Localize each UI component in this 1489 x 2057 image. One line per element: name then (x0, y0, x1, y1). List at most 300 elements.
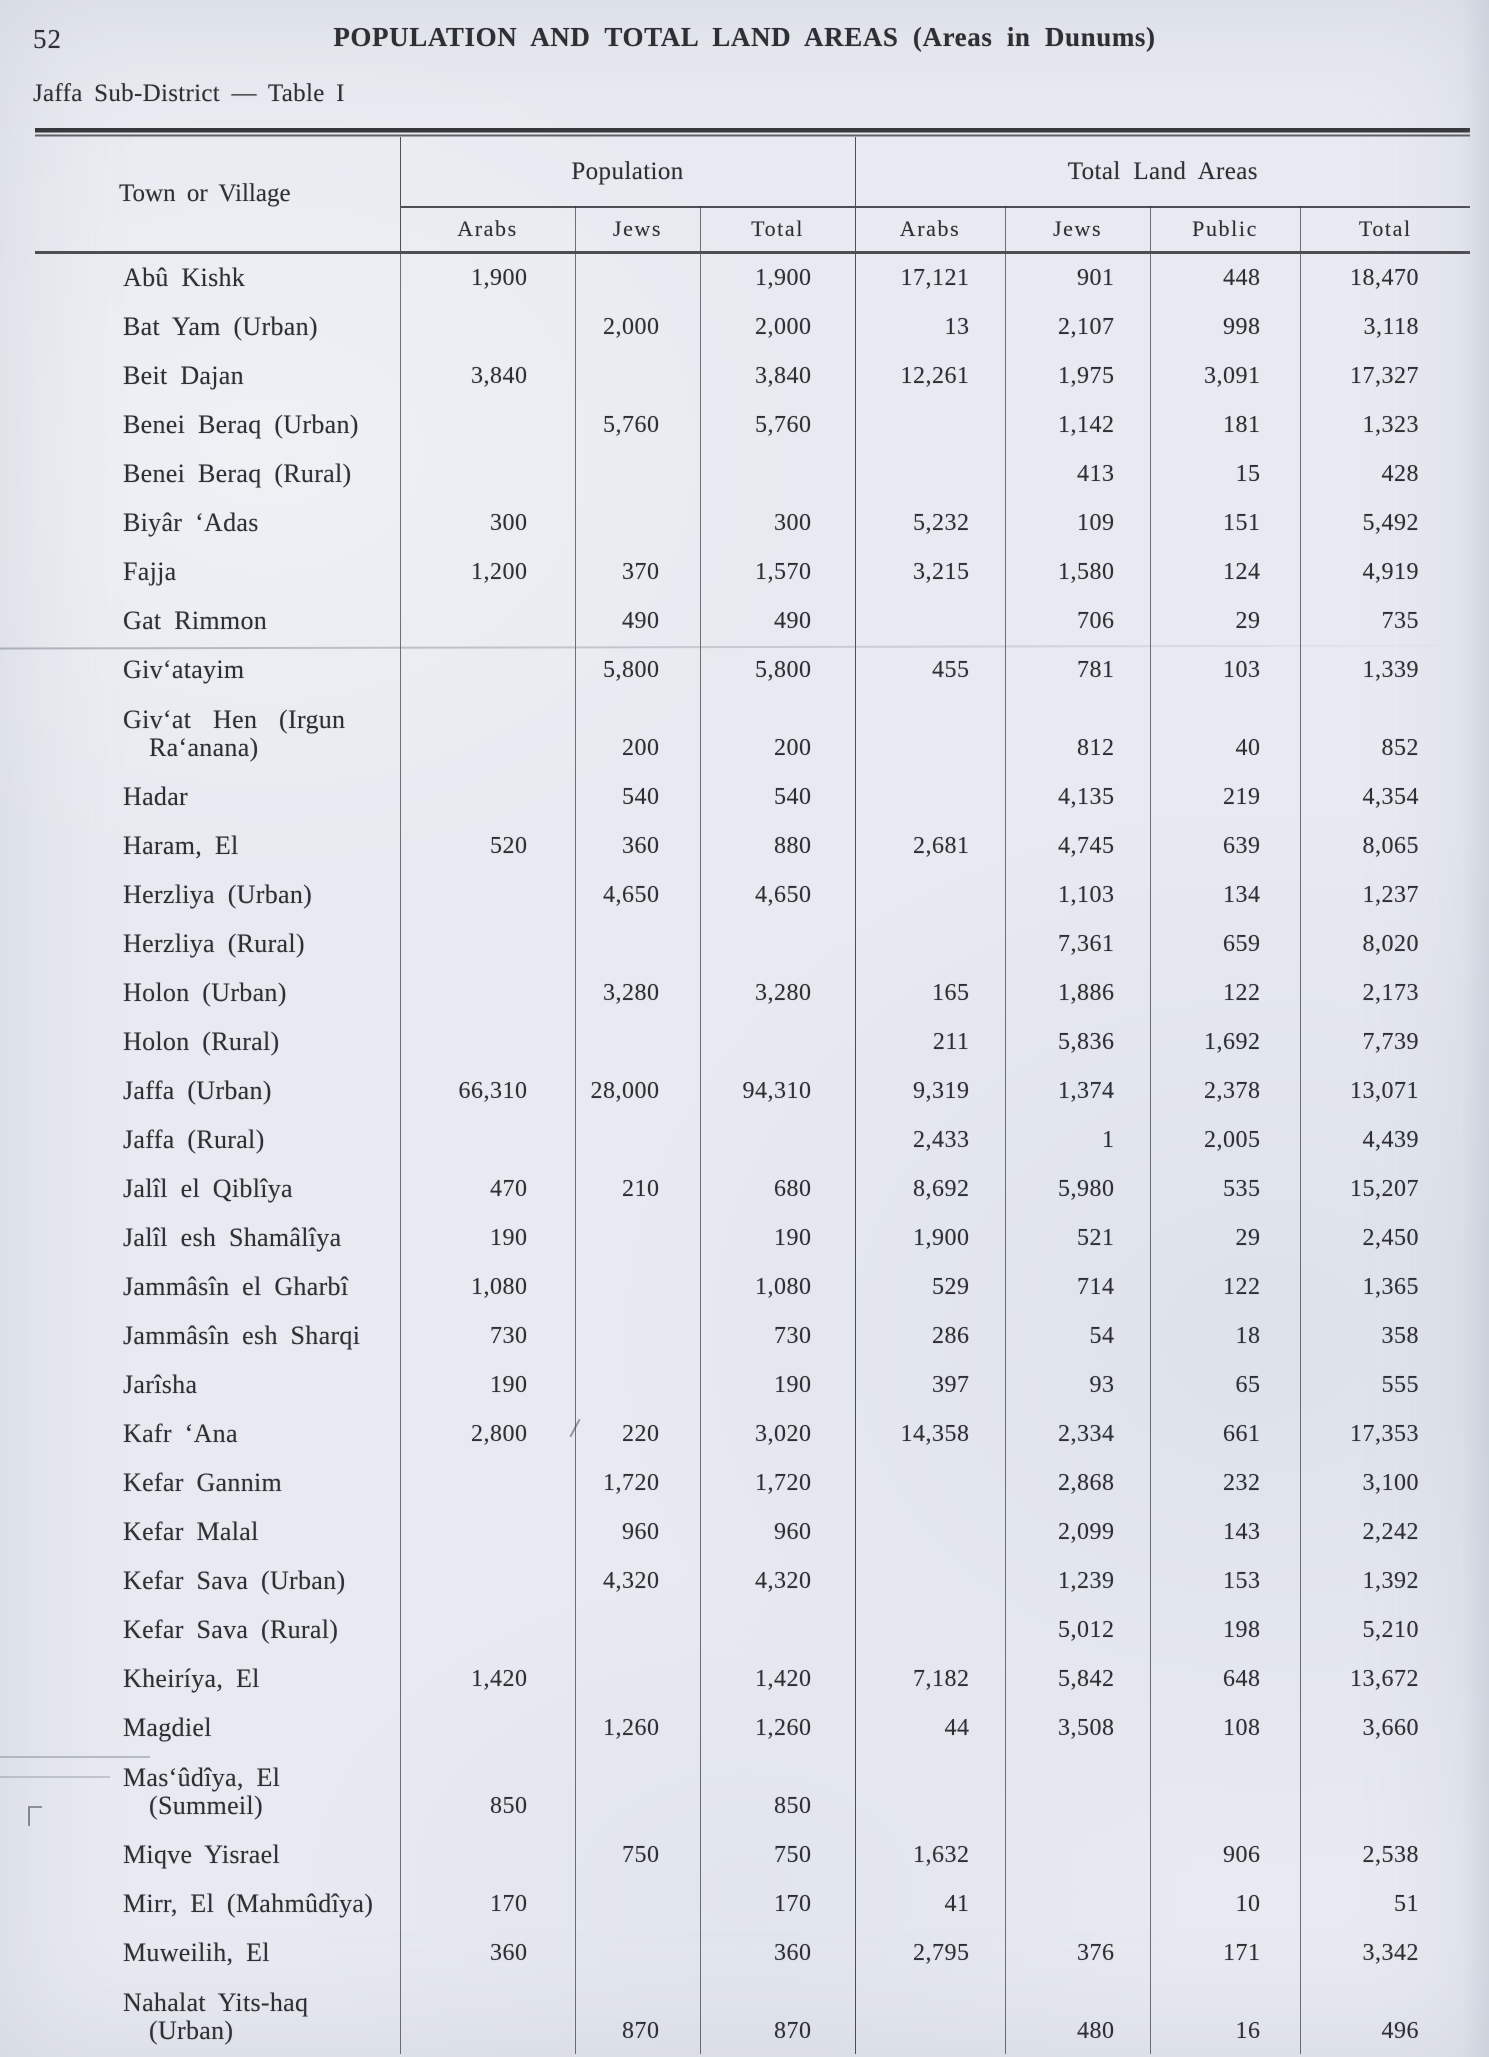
population-total-value: 5,760 (700, 399, 855, 448)
land-arabs-value: 14,358 (855, 1408, 1005, 1457)
land-total-value: 3,100 (1362, 1470, 1420, 1496)
population-arabs-value: 1,080 (400, 1261, 575, 1310)
land-arabs-value: 286 (855, 1310, 1005, 1359)
population-arabs-value (400, 1555, 575, 1604)
population-arabs-value (400, 1457, 575, 1506)
population-arabs-value (400, 1829, 575, 1878)
statistics-table (35, 137, 1470, 2054)
town-name: Muweilih, El (35, 1927, 400, 1976)
table-row (35, 350, 1470, 399)
land-public-value: 448 (1150, 252, 1300, 301)
table-row (35, 252, 1470, 301)
land-public-value: 10 (1150, 1878, 1300, 1927)
population-jews-value (575, 350, 700, 399)
land-total-value: 13,071 (1350, 1078, 1420, 1104)
land-jews-value: 1,239 (1005, 1555, 1150, 1604)
table-row (35, 1506, 1470, 1555)
town-name: Herzliya (Urban) (35, 869, 400, 918)
population-total-value: 2,000 (700, 301, 855, 350)
population-arabs-value (400, 1016, 575, 1065)
town-name: Abû Kishk (35, 252, 400, 301)
population-jews-value: 1,260 (575, 1702, 700, 1751)
land-jews-value: 5,842 (1005, 1653, 1150, 1702)
land-jews-value: 1,142 (1005, 399, 1150, 448)
land-arabs-value (855, 1555, 1005, 1604)
town-name: Jammâsîn esh Sharqi (35, 1310, 400, 1359)
land-total-value: 17,327 (1350, 363, 1420, 389)
land-arabs-value: 17,121 (855, 252, 1005, 301)
land-jews-value: 1 (1005, 1114, 1150, 1163)
land-public-value (1150, 1751, 1300, 1829)
land-arabs-value: 41 (855, 1878, 1005, 1927)
population-arabs-value: 190 (400, 1359, 575, 1408)
land-jews-value: 1,103 (1005, 869, 1150, 918)
land-public-value: 18 (1150, 1310, 1300, 1359)
population-total-value: 960 (700, 1506, 855, 1555)
population-jews-value: 750 (575, 1829, 700, 1878)
town-name: Bat Yam (Urban) (35, 301, 400, 350)
land-total-value: 8,065 (1362, 833, 1420, 859)
land-total-value: 3,118 (1363, 314, 1420, 340)
land-arabs-value (855, 869, 1005, 918)
population-jews-value (575, 1927, 700, 1976)
land-total-value: 51 (1394, 1891, 1420, 1917)
population-arabs-value: 520 (400, 820, 575, 869)
population-jews-value (575, 918, 700, 967)
population-arabs-value: 1,900 (400, 252, 575, 301)
table-row (35, 1976, 1470, 2054)
population-jews-value (575, 252, 700, 301)
population-total-value: 750 (700, 1829, 855, 1878)
table-row (35, 1878, 1470, 1927)
town-name: Jaffa (Rural) (35, 1114, 400, 1163)
population-jews-value (575, 1359, 700, 1408)
land-arabs-value: 2,795 (855, 1927, 1005, 1976)
population-arabs-value (400, 399, 575, 448)
population-total-value: 1,900 (700, 252, 855, 301)
population-jews-value: 960 (575, 1506, 700, 1555)
land-jews-value: 2,868 (1005, 1457, 1150, 1506)
land-arabs-value: 9,319 (855, 1065, 1005, 1114)
population-arabs-value (400, 644, 575, 693)
land-public-value: 2,005 (1150, 1114, 1300, 1163)
land-public-value: 535 (1150, 1163, 1300, 1212)
population-arabs-value (400, 918, 575, 967)
town-name: Kafr ‘Ana (35, 1408, 400, 1457)
population-arabs-value (400, 301, 575, 350)
town-name: Kefar Sava (Urban) (35, 1555, 400, 1604)
land-public-value: 108 (1150, 1702, 1300, 1751)
population-jews-value (575, 1261, 700, 1310)
land-jews-value: 54 (1005, 1310, 1150, 1359)
land-jews-value: 1,580 (1005, 546, 1150, 595)
land-jews-value: 1,975 (1005, 350, 1150, 399)
population-jews-value: 490 (575, 595, 700, 644)
page-title: POPULATION AND TOTAL LAND AREAS (Areas in Dunums) (333, 22, 1156, 52)
land-total-value: 4,354 (1362, 784, 1420, 810)
land-total-value: 358 (1381, 1323, 1420, 1349)
column-header-population-jews: Jews (575, 207, 700, 252)
population-arabs-value (400, 1604, 575, 1653)
population-total-value: 3,840 (700, 350, 855, 399)
town-name: Kefar Malal (35, 1506, 400, 1555)
land-arabs-value: 2,433 (855, 1114, 1005, 1163)
page-number: 52 (33, 24, 62, 54)
population-total-value (700, 918, 855, 967)
land-total-value: 1,339 (1362, 657, 1420, 683)
town-name: Jalîl esh Shamâlîya (35, 1212, 400, 1261)
table-row (35, 967, 1470, 1016)
town-name: Gat Rimmon (35, 595, 400, 644)
population-arabs-value (400, 1976, 575, 2054)
land-public-value: 181 (1150, 399, 1300, 448)
land-public-value: 122 (1150, 967, 1300, 1016)
population-jews-value (575, 1604, 700, 1653)
table-row (35, 546, 1470, 595)
land-arabs-value: 3,215 (855, 546, 1005, 595)
population-jews-value: 5,760 (575, 399, 700, 448)
table-row (35, 1310, 1470, 1359)
table-row (35, 693, 1470, 771)
land-total-value: 3,660 (1362, 1715, 1420, 1741)
land-jews-value (1005, 1829, 1150, 1878)
land-public-value: 1,692 (1150, 1016, 1300, 1065)
population-total-value: 94,310 (700, 1065, 855, 1114)
population-arabs-value (400, 693, 575, 771)
land-arabs-value: 13 (855, 301, 1005, 350)
land-jews-value: 1,374 (1005, 1065, 1150, 1114)
table-row (35, 644, 1470, 693)
population-total-value: 730 (700, 1310, 855, 1359)
population-jews-value: 370 (575, 546, 700, 595)
table-row (35, 820, 1470, 869)
table-body (35, 252, 1470, 2054)
table-row (35, 918, 1470, 967)
town-name: Haram, El (35, 820, 400, 869)
town-name: Beit Dajan (35, 350, 400, 399)
population-total-value: 680 (700, 1163, 855, 1212)
land-total-value: 4,439 (1362, 1127, 1420, 1153)
population-total-value: 870 (700, 1976, 855, 2054)
table-row (35, 301, 1470, 350)
land-public-value: 16 (1150, 1976, 1300, 2054)
land-arabs-value (855, 693, 1005, 771)
table-row (35, 497, 1470, 546)
land-total-value: 2,450 (1362, 1225, 1420, 1251)
land-jews-value: 3,508 (1005, 1702, 1150, 1751)
land-total-value: 735 (1381, 608, 1420, 634)
population-jews-value (575, 1653, 700, 1702)
population-total-value: 1,720 (700, 1457, 855, 1506)
population-arabs-value (400, 1114, 575, 1163)
land-jews-value: 4,745 (1005, 820, 1150, 869)
land-total-value: 1,365 (1362, 1274, 1420, 1300)
land-jews-value (1005, 1878, 1150, 1927)
town-name: Jaffa (Urban) (35, 1065, 400, 1114)
table-row (35, 1408, 1470, 1457)
land-arabs-value: 12,261 (855, 350, 1005, 399)
population-arabs-value: 470 (400, 1163, 575, 1212)
land-total-value: 428 (1381, 461, 1420, 487)
population-total-value (700, 1114, 855, 1163)
town-name: Hadar (35, 771, 400, 820)
table-row (35, 1163, 1470, 1212)
land-total-value (1300, 1751, 1470, 1829)
table-row (35, 595, 1470, 644)
land-arabs-value: 1,632 (855, 1829, 1005, 1878)
land-public-value: 2,378 (1150, 1065, 1300, 1114)
population-jews-value (575, 497, 700, 546)
land-total-value: 17,353 (1350, 1421, 1420, 1447)
table-row (35, 1829, 1470, 1878)
population-arabs-value (400, 1702, 575, 1751)
population-jews-value: 870 (575, 1976, 700, 2054)
land-public-value: 29 (1150, 595, 1300, 644)
land-total-value: 1,392 (1362, 1568, 1420, 1594)
land-public-value: 198 (1150, 1604, 1300, 1653)
land-total-value: 1,237 (1362, 882, 1420, 908)
population-jews-value (575, 1310, 700, 1359)
population-jews-value: 4,320 (575, 1555, 700, 1604)
land-jews-value: 706 (1005, 595, 1150, 644)
land-jews-value (1005, 1751, 1150, 1829)
population-jews-value: 28,000 (575, 1065, 700, 1114)
land-public-value: 103 (1150, 644, 1300, 693)
land-public-value: 65 (1150, 1359, 1300, 1408)
land-public-value: 124 (1150, 546, 1300, 595)
land-public-value: 219 (1150, 771, 1300, 820)
population-arabs-value: 66,310 (400, 1065, 575, 1114)
population-arabs-value: 850 (400, 1751, 575, 1829)
land-arabs-value (855, 1751, 1005, 1829)
land-arabs-value: 1,900 (855, 1212, 1005, 1261)
town-name: Mas‘ûdîya, El (Summeil) (35, 1751, 400, 1829)
population-jews-value (575, 448, 700, 497)
land-public-value: 3,091 (1150, 350, 1300, 399)
land-jews-value: 376 (1005, 1927, 1150, 1976)
population-total-value: 170 (700, 1878, 855, 1927)
town-name: Benei Beraq (Urban) (35, 399, 400, 448)
population-total-value: 880 (700, 820, 855, 869)
land-total-value: 1,323 (1362, 412, 1420, 438)
land-public-value: 151 (1150, 497, 1300, 546)
land-public-value: 998 (1150, 301, 1300, 350)
town-name: Biyâr ‘Adas (35, 497, 400, 546)
land-jews-value: 109 (1005, 497, 1150, 546)
land-arabs-value (855, 595, 1005, 644)
population-arabs-value: 360 (400, 1927, 575, 1976)
town-name: Fajja (35, 546, 400, 595)
population-jews-value: 1,720 (575, 1457, 700, 1506)
population-arabs-value: 730 (400, 1310, 575, 1359)
population-arabs-value: 170 (400, 1878, 575, 1927)
population-total-value: 1,420 (700, 1653, 855, 1702)
land-total-value: 13,672 (1350, 1666, 1420, 1692)
land-total-value: 7,739 (1362, 1029, 1420, 1055)
land-arabs-value: 7,182 (855, 1653, 1005, 1702)
table-row (35, 1212, 1470, 1261)
land-jews-value: 5,836 (1005, 1016, 1150, 1065)
population-total-value: 1,080 (700, 1261, 855, 1310)
land-arabs-value (855, 399, 1005, 448)
land-jews-value: 714 (1005, 1261, 1150, 1310)
population-arabs-value (400, 869, 575, 918)
table-top-rule (35, 128, 1470, 137)
land-total-value: 15,207 (1350, 1176, 1420, 1202)
land-arabs-value (855, 918, 1005, 967)
land-public-value: 29 (1150, 1212, 1300, 1261)
land-jews-value: 901 (1005, 252, 1150, 301)
land-jews-value: 2,334 (1005, 1408, 1150, 1457)
town-name: Holon (Urban) (35, 967, 400, 1016)
land-jews-value: 5,980 (1005, 1163, 1150, 1212)
land-arabs-value (855, 1604, 1005, 1653)
land-total-value: 5,210 (1362, 1617, 1420, 1643)
town-name: Kefar Gannim (35, 1457, 400, 1506)
table-row (35, 1604, 1470, 1653)
land-public-value: 122 (1150, 1261, 1300, 1310)
land-jews-value: 781 (1005, 644, 1150, 693)
population-total-value: 190 (700, 1212, 855, 1261)
land-total-value: 852 (1381, 735, 1420, 761)
land-public-value: 648 (1150, 1653, 1300, 1702)
population-arabs-value: 1,200 (400, 546, 575, 595)
table-row (35, 1016, 1470, 1065)
population-total-value: 4,320 (700, 1555, 855, 1604)
population-total-value: 200 (700, 693, 855, 771)
population-jews-value: 3,280 (575, 967, 700, 1016)
land-jews-value: 1,886 (1005, 967, 1150, 1016)
column-header-land-public: Public (1150, 207, 1300, 252)
town-name: Mirr, El (Mahmûdîya) (35, 1878, 400, 1927)
table-row (35, 1927, 1470, 1976)
land-total-value: 18,470 (1350, 265, 1420, 291)
town-name: Miqve Yisrael (35, 1829, 400, 1878)
land-public-value: 153 (1150, 1555, 1300, 1604)
land-jews-value: 2,107 (1005, 301, 1150, 350)
town-name: Herzliya (Rural) (35, 918, 400, 967)
land-public-value: 659 (1150, 918, 1300, 967)
population-total-value (700, 1604, 855, 1653)
population-total-value: 190 (700, 1359, 855, 1408)
population-jews-value (575, 1114, 700, 1163)
table-row (35, 1457, 1470, 1506)
population-arabs-value (400, 1506, 575, 1555)
population-jews-value (575, 1878, 700, 1927)
table-row (35, 399, 1470, 448)
column-header-town: Town or Village (35, 137, 400, 252)
land-arabs-value (855, 1976, 1005, 2054)
town-name: Giv‘at Hen (Irgun Ra‘anana) (35, 693, 400, 771)
land-jews-value: 2,099 (1005, 1506, 1150, 1555)
land-total-value: 555 (1381, 1372, 1420, 1398)
table-row (35, 869, 1470, 918)
land-total-value: 3,342 (1362, 1940, 1420, 1966)
column-header-land-jews: Jews (1005, 207, 1150, 252)
population-total-value: 4,650 (700, 869, 855, 918)
land-arabs-value: 2,681 (855, 820, 1005, 869)
town-name: Nahalat Yits-haq (Urban) (35, 1976, 400, 2054)
land-arabs-value (855, 1457, 1005, 1506)
land-arabs-value: 211 (855, 1016, 1005, 1065)
land-arabs-value: 44 (855, 1702, 1005, 1751)
land-total-value: 496 (1381, 2018, 1420, 2044)
town-name: Magdiel (35, 1702, 400, 1751)
land-public-value: 639 (1150, 820, 1300, 869)
land-jews-value: 5,012 (1005, 1604, 1150, 1653)
table-row (35, 771, 1470, 820)
table-row (35, 1751, 1470, 1829)
table-row (35, 1653, 1470, 1702)
land-arabs-value (855, 771, 1005, 820)
land-jews-value: 480 (1005, 1976, 1150, 2054)
population-jews-value: 210 (575, 1163, 700, 1212)
population-total-value: 850 (700, 1751, 855, 1829)
town-name: Kheiríya, El (35, 1653, 400, 1702)
table-row (35, 1359, 1470, 1408)
column-group-population: Population (400, 137, 855, 207)
population-total-value: 3,020 (700, 1408, 855, 1457)
land-total-value: 2,242 (1362, 1519, 1420, 1545)
land-public-value: 171 (1150, 1927, 1300, 1976)
land-arabs-value: 455 (855, 644, 1005, 693)
land-total-value: 2,173 (1362, 980, 1420, 1006)
land-total-value: 5,492 (1362, 510, 1420, 536)
land-jews-value: 4,135 (1005, 771, 1150, 820)
population-arabs-value: 2,800 (400, 1408, 575, 1457)
table-row (35, 1114, 1470, 1163)
column-header-land-total: Total (1300, 207, 1470, 252)
population-total-value: 3,280 (700, 967, 855, 1016)
town-name: Jalîl el Qiblîya (35, 1163, 400, 1212)
land-jews-value: 413 (1005, 448, 1150, 497)
population-jews-value: 540 (575, 771, 700, 820)
population-jews-value (575, 1751, 700, 1829)
column-group-land-areas: Total Land Areas (855, 137, 1470, 207)
land-arabs-value: 529 (855, 1261, 1005, 1310)
column-header-population-total: Total (700, 207, 855, 252)
population-jews-value: 220 (575, 1408, 700, 1457)
town-name: Jarîsha (35, 1359, 400, 1408)
land-public-value: 232 (1150, 1457, 1300, 1506)
land-total-value: 2,538 (1362, 1842, 1420, 1868)
group-header-row (35, 137, 1470, 207)
population-jews-value: 5,800 (575, 644, 700, 693)
land-public-value: 906 (1150, 1829, 1300, 1878)
land-arabs-value (855, 448, 1005, 497)
table-row (35, 1555, 1470, 1604)
population-total-value: 300 (700, 497, 855, 546)
land-public-value: 661 (1150, 1408, 1300, 1457)
land-arabs-value: 165 (855, 967, 1005, 1016)
population-total-value: 1,570 (700, 546, 855, 595)
population-jews-value: 4,650 (575, 869, 700, 918)
land-public-value: 134 (1150, 869, 1300, 918)
land-arabs-value: 397 (855, 1359, 1005, 1408)
population-total-value: 360 (700, 1927, 855, 1976)
town-name: Jammâsîn el Gharbî (35, 1261, 400, 1310)
population-total-value (700, 448, 855, 497)
population-arabs-value: 1,420 (400, 1653, 575, 1702)
land-jews-value: 7,361 (1005, 918, 1150, 967)
town-name: Giv‘atayim (35, 644, 400, 693)
population-total-value: 5,800 (700, 644, 855, 693)
population-arabs-value (400, 448, 575, 497)
population-arabs-value: 3,840 (400, 350, 575, 399)
population-jews-value: 2,000 (575, 301, 700, 350)
population-jews-value: 200 (575, 693, 700, 771)
column-header-land-arabs: Arabs (855, 207, 1005, 252)
